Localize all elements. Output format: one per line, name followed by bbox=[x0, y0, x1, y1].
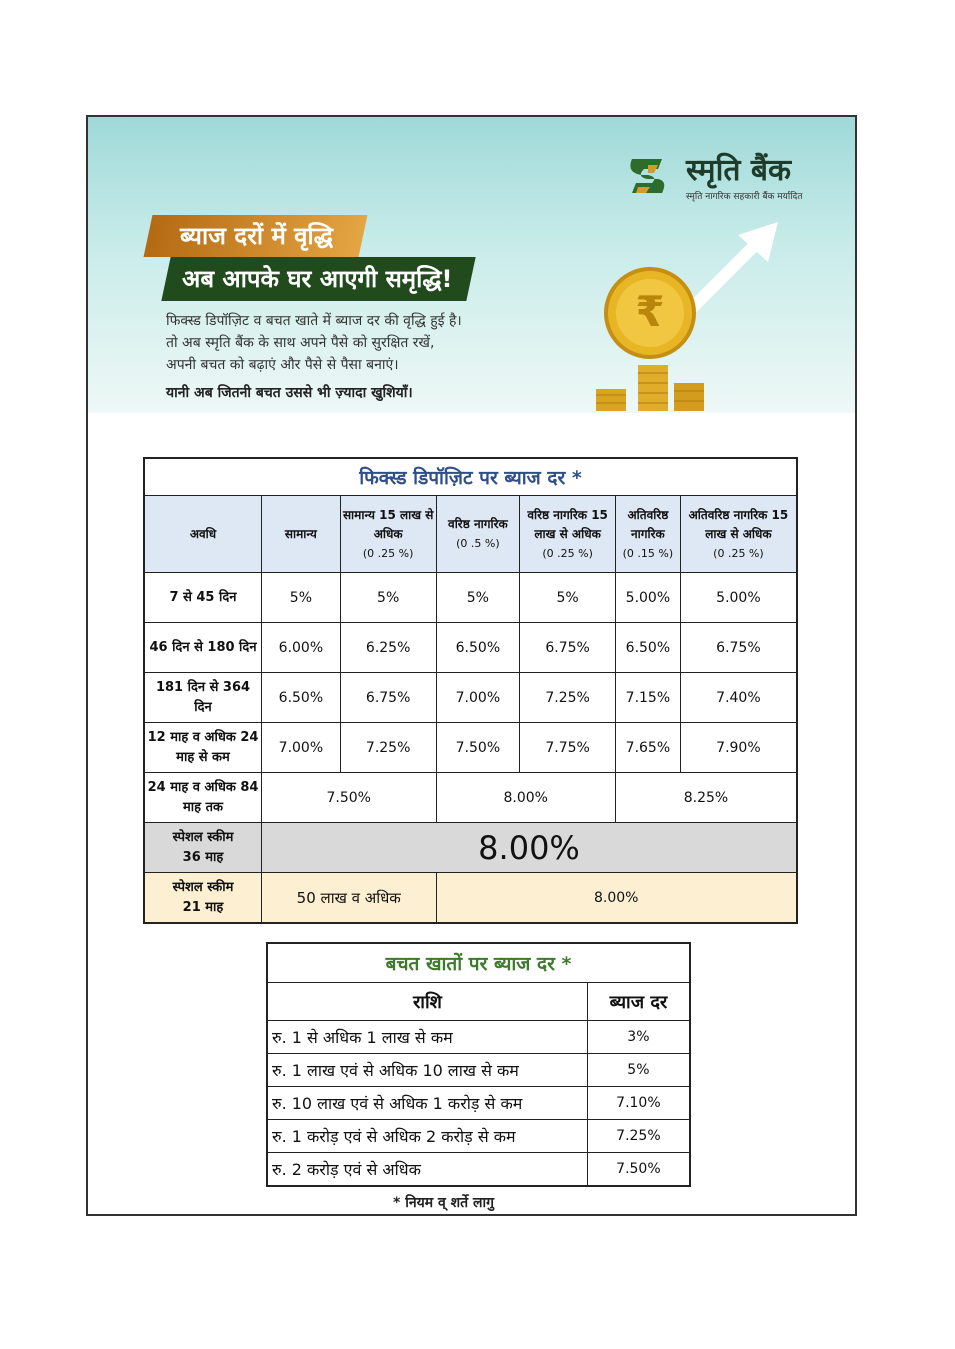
growth-arrow-icon bbox=[588, 217, 788, 413]
headline-1: ब्याज दरों में वृद्धि bbox=[180, 222, 333, 250]
rate-cell: 8.00% bbox=[436, 773, 615, 823]
period-cell: 46 दिन से 180 दिन bbox=[144, 623, 262, 673]
bank-logo bbox=[618, 155, 802, 202]
fd-rates-table bbox=[143, 457, 798, 924]
table-row bbox=[144, 723, 797, 773]
amount-cell: रु. 1 लाख एवं से अधिक 10 लाख से कम bbox=[267, 1054, 587, 1087]
special-scheme-36-label: स्पेशल स्कीम 36 माह bbox=[144, 823, 262, 873]
rate-cell: 5% bbox=[436, 573, 520, 623]
rate-cell: 6.50% bbox=[436, 623, 520, 673]
header-senior-15l: वरिष्ठ नागरिक 15 लाख से अधिक (0 .25 %) bbox=[520, 496, 616, 573]
table-row bbox=[267, 1120, 690, 1153]
headline-2: अब आपके घर आएगी समृद्धि! bbox=[182, 265, 453, 293]
rate-cell: 7.65% bbox=[615, 723, 680, 773]
period-cell: 181 दिन से 364 दिन bbox=[144, 673, 262, 723]
rate-cell: 5% bbox=[587, 1054, 690, 1087]
period-cell: 7 से 45 दिन bbox=[144, 573, 262, 623]
savings-table-title: बचत खातों पर ब्याज दर * bbox=[267, 943, 690, 983]
promo-banner bbox=[88, 117, 855, 413]
amount-cell: रु. 2 करोड़ एवं से अधिक bbox=[267, 1153, 587, 1187]
period-cell: 24 माह व अधिक 84 माह तक bbox=[144, 773, 262, 823]
headline-ribbon-1 bbox=[144, 215, 368, 257]
rate-cell: 7.50% bbox=[262, 773, 437, 823]
rate-cell: 6.50% bbox=[262, 673, 341, 723]
savings-rates-table bbox=[266, 942, 691, 1187]
rate-cell: 5% bbox=[520, 573, 616, 623]
header-super-senior: अतिवरिष्ठ नागरिक (0 .15 %) bbox=[615, 496, 680, 573]
rate-cell: 7.25% bbox=[520, 673, 616, 723]
table-row bbox=[144, 573, 797, 623]
rate-cell: 7.15% bbox=[615, 673, 680, 723]
banner-line-1: फिक्स्ड डिपॉज़िट व बचत खाते में ब्याज दर की वृद्धि हुई है। bbox=[166, 313, 462, 329]
rate-cell: 5% bbox=[340, 573, 436, 623]
rate-cell: 6.25% bbox=[340, 623, 436, 673]
table-row bbox=[267, 1021, 690, 1054]
savings-header-row bbox=[267, 983, 690, 1021]
table-row bbox=[144, 623, 797, 673]
header-super-senior-15l: अतिवरिष्ठ नागरिक 15 लाख से अधिक (0 .25 %) bbox=[680, 496, 797, 573]
table-row-special-21 bbox=[144, 873, 797, 924]
table-row bbox=[267, 1087, 690, 1120]
special-21-condition: 50 लाख व अधिक bbox=[262, 873, 437, 924]
coin-illustration bbox=[588, 217, 788, 413]
rate-cell: 6.50% bbox=[615, 623, 680, 673]
rate-cell: 7.00% bbox=[262, 723, 341, 773]
rate-cell: 7.90% bbox=[680, 723, 797, 773]
header-general: सामान्य bbox=[262, 496, 341, 573]
rate-cell: 6.75% bbox=[340, 673, 436, 723]
amount-cell: रु. 1 करोड़ एवं से अधिक 2 करोड़ से कम bbox=[267, 1120, 587, 1153]
bank-logo-icon bbox=[618, 155, 680, 199]
special-21-rate: 8.00% bbox=[436, 873, 797, 924]
table-row bbox=[267, 1054, 690, 1087]
rate-cell: 6.75% bbox=[520, 623, 616, 673]
rate-cell: 7.75% bbox=[520, 723, 616, 773]
header-general-15l: सामान्य 15 लाख से अधिक (0 .25 %) bbox=[340, 496, 436, 573]
table-row-special-36 bbox=[144, 823, 797, 873]
rate-cell: 6.00% bbox=[262, 623, 341, 673]
rate-cell: 7.40% bbox=[680, 673, 797, 723]
rate-cell: 7.00% bbox=[436, 673, 520, 723]
banner-line-3: अपनी बचत को बढ़ाएं और पैसे से पैसा बनाएं। bbox=[166, 357, 399, 373]
table-row-long-term bbox=[144, 773, 797, 823]
period-cell: 12 माह व अधिक 24 माह से कम bbox=[144, 723, 262, 773]
rate-cell: 7.10% bbox=[587, 1087, 690, 1120]
table-row bbox=[267, 1153, 690, 1187]
amount-cell: रु. 10 लाख एवं से अधिक 1 करोड़ से कम bbox=[267, 1087, 587, 1120]
special-scheme-21-label: स्पेशल स्कीम 21 माह bbox=[144, 873, 262, 924]
rate-cell: 5.00% bbox=[615, 573, 680, 623]
brand-name: स्मृति बैंक bbox=[686, 153, 792, 188]
rate-cell: 8.25% bbox=[615, 773, 797, 823]
rate-cell: 7.50% bbox=[587, 1153, 690, 1187]
rate-cell: 7.25% bbox=[587, 1120, 690, 1153]
rupee-icon: ₹ bbox=[635, 287, 665, 336]
table-row bbox=[144, 673, 797, 723]
rate-cell: 7.50% bbox=[436, 723, 520, 773]
fd-header-row bbox=[144, 496, 797, 573]
header-period: अवधि bbox=[144, 496, 262, 573]
rate-cell: 5% bbox=[262, 573, 341, 623]
header-rate: ब्याज दर bbox=[587, 983, 690, 1021]
rate-cell: 7.25% bbox=[340, 723, 436, 773]
rate-cell: 5.00% bbox=[680, 573, 797, 623]
rate-cell: 3% bbox=[587, 1021, 690, 1054]
header-amount: राशि bbox=[267, 983, 587, 1021]
banner-line-4: यानी अब जितनी बचत उससे भी ज़्यादा खुशियाँ। bbox=[166, 385, 413, 401]
banner-line-2: तो अब स्मृति बैंक के साथ अपने पैसे को सुरक्षित रखें, bbox=[166, 335, 435, 351]
headline-ribbon-2 bbox=[161, 257, 475, 301]
amount-cell: रु. 1 से अधिक 1 लाख से कम bbox=[267, 1021, 587, 1054]
fd-table-title: फिक्स्ड डिपॉज़िट पर ब्याज दर * bbox=[144, 458, 797, 496]
special-36-rate: 8.00% bbox=[262, 823, 798, 873]
terms-footnote: * नियम व् शर्ते लागु bbox=[393, 1195, 494, 1211]
brand-subtitle: स्मृति नागरिक सहकारी बैंक मर्यादित bbox=[686, 192, 803, 202]
header-senior: वरिष्ठ नागरिक (0 .5 %) bbox=[436, 496, 520, 573]
rate-cell: 6.75% bbox=[680, 623, 797, 673]
